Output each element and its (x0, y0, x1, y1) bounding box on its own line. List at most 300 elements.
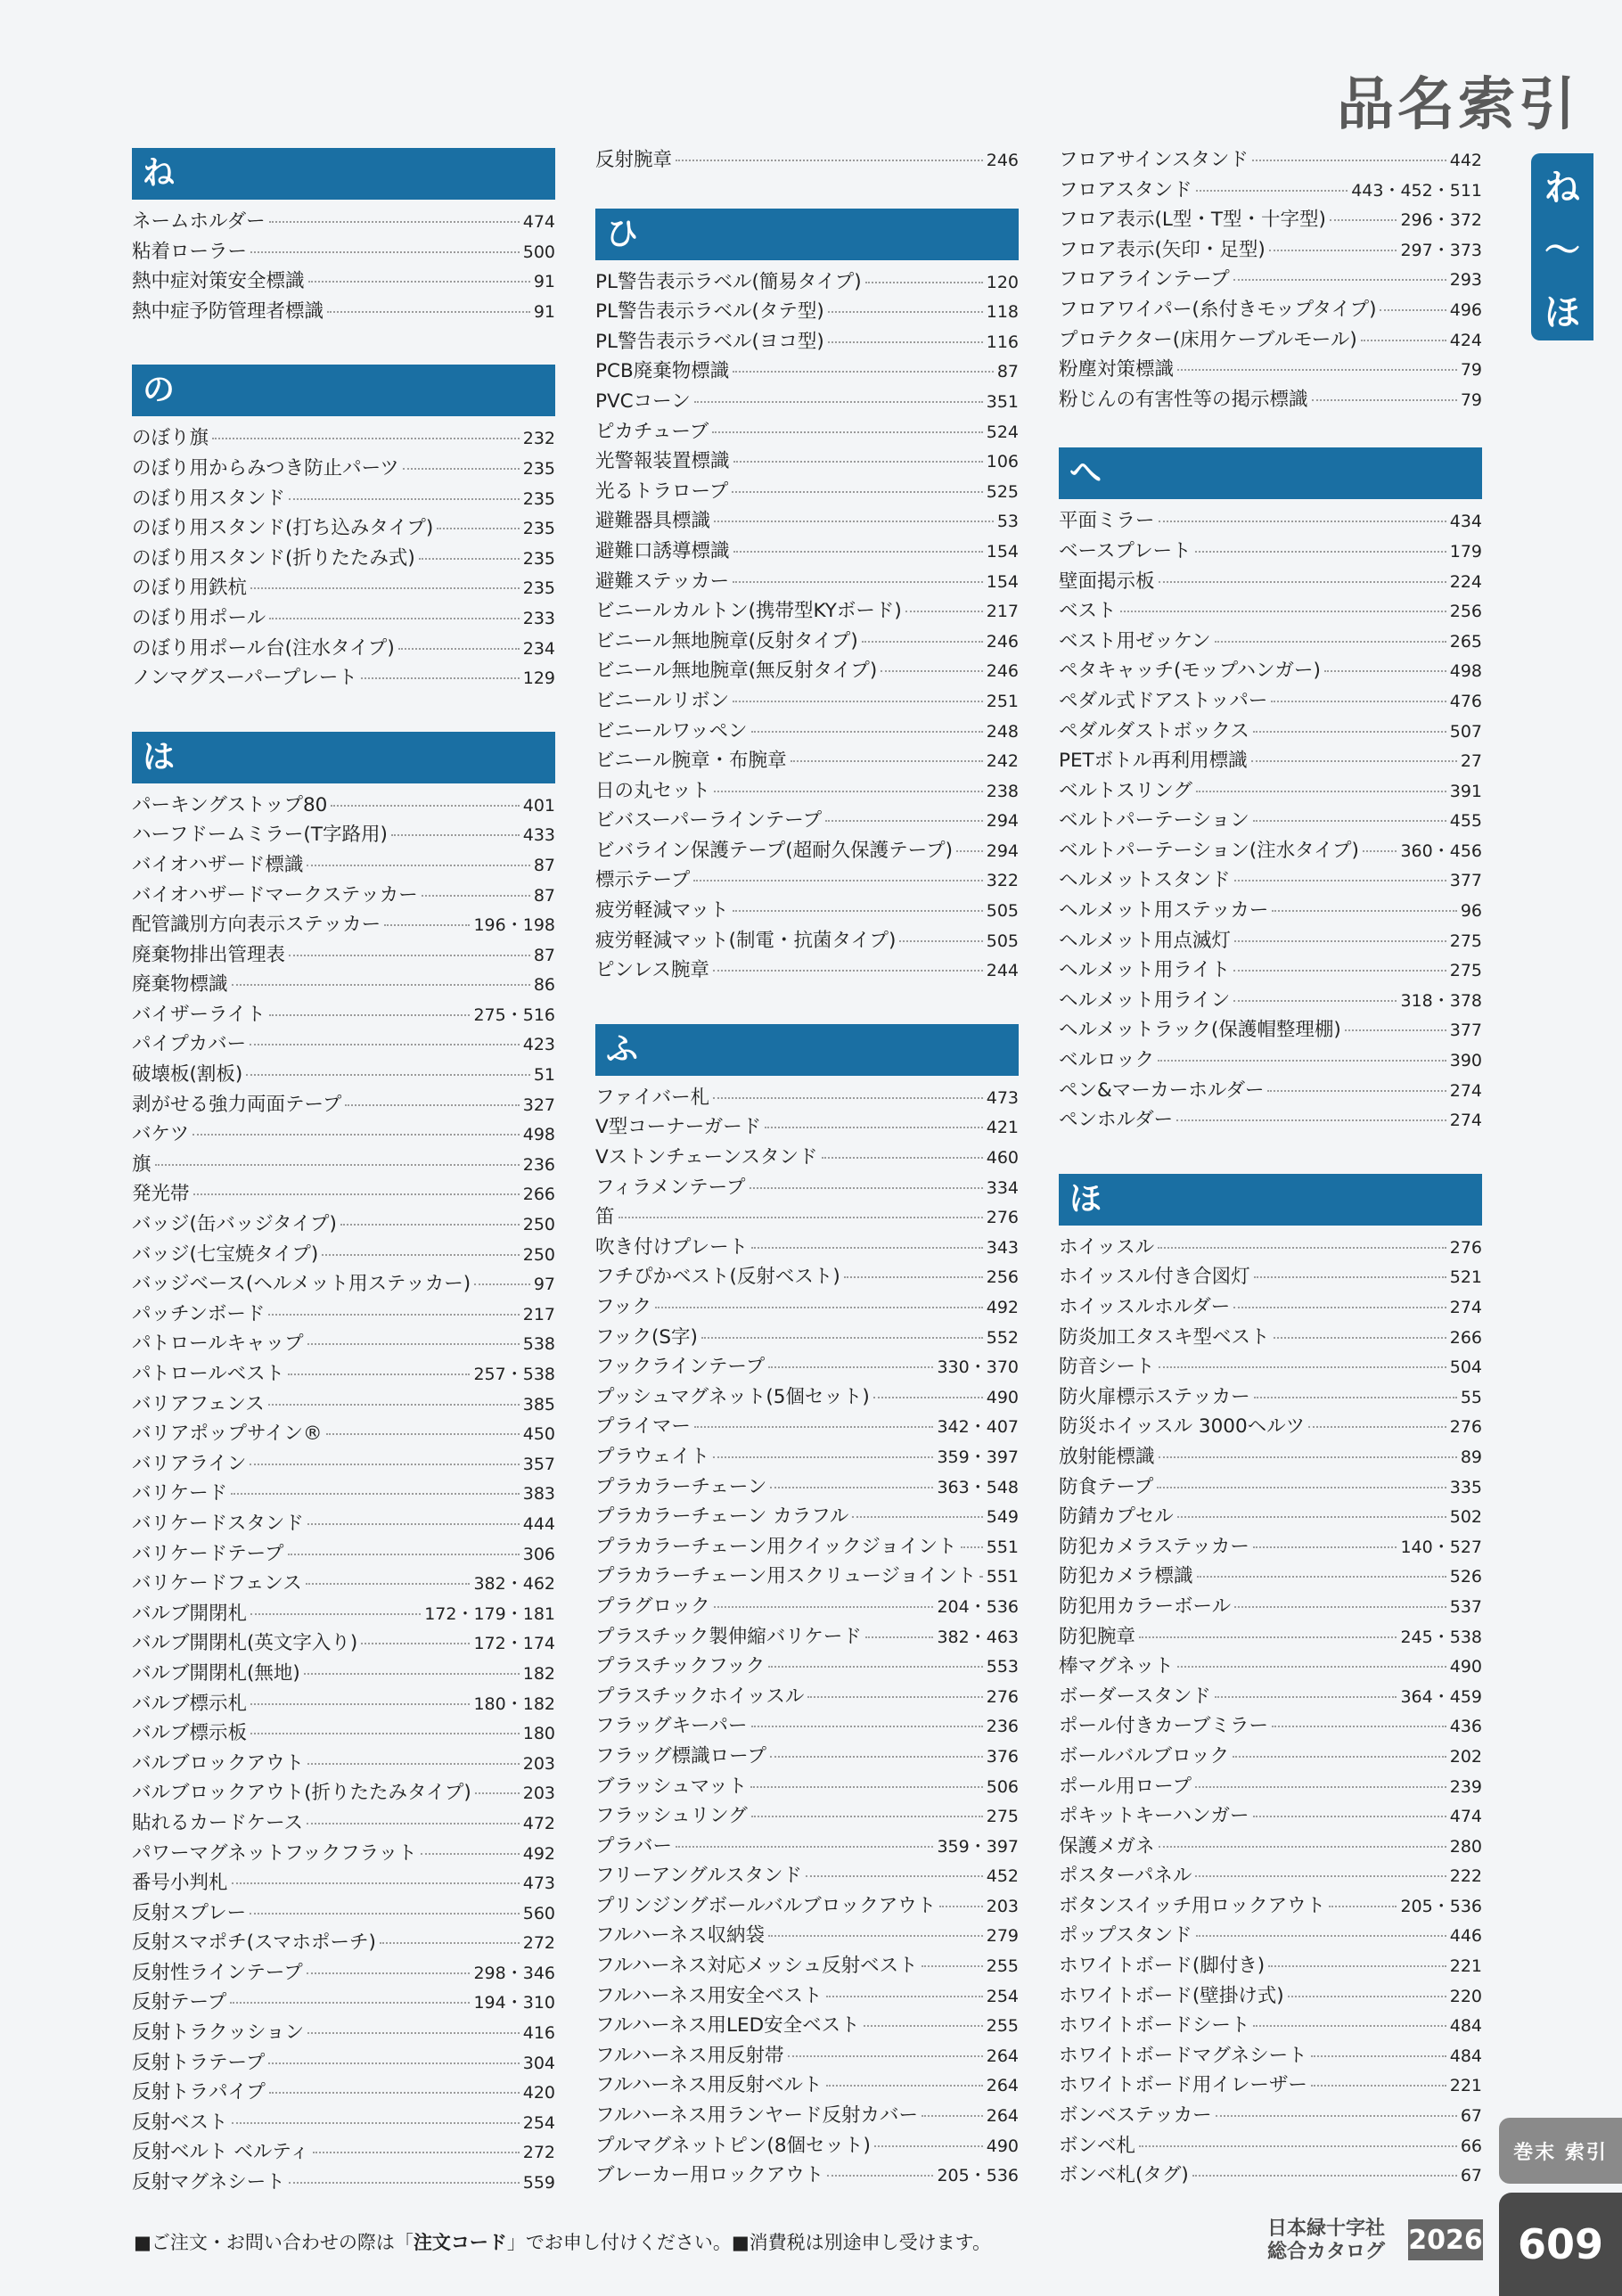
index-entry[interactable] (132, 1927, 555, 1957)
index-entry[interactable] (595, 685, 1019, 716)
entry-name: 廃棄物標識 (132, 973, 228, 996)
index-entry[interactable] (1059, 1860, 1482, 1890)
index-entry[interactable] (1059, 1501, 1482, 1531)
entry-name: 反射ベルト ベルティ (132, 2141, 309, 2164)
index-entry[interactable] (132, 266, 555, 296)
index-entry[interactable] (132, 819, 555, 849)
index-entry[interactable] (595, 1201, 1019, 1232)
index-entry[interactable] (595, 2130, 1019, 2161)
entry-page: 264 (986, 2046, 1019, 2066)
entry-page: 154 (986, 541, 1019, 562)
dot-leader (750, 1786, 982, 1788)
index-entry[interactable] (595, 1441, 1019, 1472)
dot-leader (922, 2115, 983, 2117)
index-entry[interactable] (1059, 1831, 1482, 1861)
index-entry[interactable] (132, 1239, 555, 1269)
index-entry[interactable] (1059, 1292, 1482, 1322)
index-entry[interactable] (1059, 384, 1482, 414)
dot-leader (768, 1666, 982, 1668)
index-entry[interactable] (1059, 1980, 1482, 2011)
entry-page: 446 (1449, 1926, 1482, 1947)
dot-leader (899, 940, 982, 942)
entry-name: 粉塵対策標識 (1059, 358, 1175, 381)
index-entry[interactable] (132, 2077, 555, 2107)
dot-leader (289, 498, 520, 500)
index-entry[interactable] (1059, 1800, 1482, 1831)
entry-name: ヘルメット用ライト (1059, 959, 1231, 982)
entry-page: 490 (1449, 1657, 1482, 1677)
index-entry[interactable] (1059, 1950, 1482, 1980)
index-entry[interactable] (132, 662, 555, 693)
index-entry[interactable] (132, 2047, 555, 2078)
entry-page: 498 (1449, 661, 1482, 682)
entry-name: ハーフドームミラー(T字路用) (132, 824, 388, 847)
entry-page: 474 (522, 212, 555, 232)
index-entry[interactable] (1059, 1681, 1482, 1711)
index-entry[interactable] (132, 1059, 555, 1089)
index-entry[interactable] (595, 925, 1019, 955)
index-entry[interactable] (1059, 1104, 1482, 1135)
index-entry[interactable] (595, 805, 1019, 835)
index-entry[interactable] (595, 1800, 1019, 1831)
entry-page: 239 (1449, 1776, 1482, 1797)
index-entry[interactable] (132, 1089, 555, 1119)
index-entry[interactable] (595, 1322, 1019, 1352)
index-entry[interactable] (132, 1418, 555, 1448)
index-entry[interactable] (1059, 1561, 1482, 1591)
index-entry[interactable] (595, 536, 1019, 566)
index-entry[interactable] (595, 1710, 1019, 1741)
index-entry[interactable] (1059, 985, 1482, 1015)
dot-leader (193, 1134, 519, 1136)
index-entry[interactable] (1059, 626, 1482, 656)
index-entry[interactable] (1059, 1531, 1482, 1562)
index-entry[interactable] (1059, 1261, 1482, 1292)
index-range-tab[interactable] (1531, 153, 1593, 340)
entry-page: 504 (1449, 1357, 1482, 1378)
index-entry[interactable] (132, 422, 555, 453)
index-entry[interactable] (595, 1561, 1019, 1591)
entry-page: 257・538 (473, 1365, 555, 1384)
index-entry[interactable] (1059, 2130, 1482, 2161)
entry-page: 87 (533, 945, 555, 965)
entry-page: 538 (522, 1334, 555, 1355)
index-entry[interactable] (595, 1831, 1019, 1861)
index-entry[interactable] (132, 483, 555, 513)
entry-page: 264 (986, 2106, 1019, 2127)
index-entry[interactable] (595, 1082, 1019, 1112)
entry-name: バリアライン (132, 1452, 247, 1475)
index-entry[interactable] (595, 2100, 1019, 2130)
entry-page: 217 (986, 602, 1019, 622)
index-entry[interactable] (132, 1538, 555, 1569)
index-entry[interactable] (595, 2040, 1019, 2070)
index-entry[interactable] (1059, 1920, 1482, 1950)
entry-page: 235 (522, 458, 555, 479)
index-entry[interactable] (595, 1591, 1019, 1621)
index-entry[interactable] (595, 1531, 1019, 1562)
index-entry[interactable] (132, 1957, 555, 1988)
dot-leader (1268, 1965, 1446, 1967)
section-header: は (132, 732, 555, 783)
index-entry[interactable] (1059, 745, 1482, 775)
index-entry[interactable] (595, 476, 1019, 506)
index-entry[interactable] (1059, 835, 1482, 865)
index-entry[interactable] (1059, 595, 1482, 626)
index-entry[interactable] (595, 745, 1019, 775)
dot-leader (1195, 1786, 1446, 1788)
dot-leader (655, 1307, 983, 1308)
entry-name: ポール付きカーブミラー (1059, 1715, 1268, 1738)
index-entry[interactable] (132, 453, 555, 483)
index-entry[interactable] (595, 1172, 1019, 1202)
index-entry[interactable] (132, 880, 555, 910)
index-entry[interactable] (1059, 925, 1482, 955)
index-entry[interactable] (595, 955, 1019, 985)
dot-leader (701, 1337, 983, 1339)
index-entry[interactable] (595, 2070, 1019, 2100)
index-entry[interactable] (132, 1838, 555, 1868)
index-entry[interactable] (132, 1358, 555, 1389)
index-entry[interactable] (595, 1980, 1019, 2011)
index-section (1059, 144, 1482, 414)
entry-name: 避難口誘導標識 (595, 539, 730, 562)
index-entry[interactable] (595, 266, 1019, 297)
index-entry[interactable] (595, 775, 1019, 806)
index-entry[interactable] (595, 1501, 1019, 1531)
entry-page: 244 (986, 961, 1019, 981)
index-entry[interactable] (595, 1621, 1019, 1652)
index-entry[interactable] (1059, 655, 1482, 685)
index-entry[interactable] (1059, 1322, 1482, 1352)
entry-name: 標示テープ (595, 869, 691, 892)
entry-name: 光るトラロープ (595, 480, 729, 503)
index-entry[interactable] (595, 1261, 1019, 1292)
index-entry[interactable] (132, 1568, 555, 1598)
entry-name: 反射ベスト (132, 2111, 228, 2134)
entry-name: 平面ミラー (1059, 510, 1155, 533)
dot-leader (770, 1487, 933, 1488)
index-entry[interactable] (595, 1890, 1019, 1921)
index-entry[interactable] (595, 416, 1019, 447)
index-entry[interactable] (1059, 1771, 1482, 1801)
entry-page: 296・372 (1400, 210, 1482, 231)
entry-page: 390 (1449, 1051, 1482, 1071)
dot-leader (1380, 309, 1446, 311)
entry-page: 248 (986, 721, 1019, 742)
dot-leader (232, 984, 530, 986)
index-entry[interactable] (595, 144, 1019, 175)
index-entry[interactable] (132, 1178, 555, 1209)
entry-name: フルハーネス対応メッシュ反射ベスト (595, 1955, 918, 1978)
entry-name: バリケードスタンド (132, 1512, 304, 1535)
entry-name: 反射トラパイプ (132, 2081, 266, 2104)
entry-name: ビニール腕章・布腕章 (595, 750, 787, 773)
entry-name: 熱中症予防管理者標識 (132, 299, 324, 323)
index-entry[interactable] (595, 1860, 1019, 1890)
dot-leader (322, 1254, 520, 1256)
entry-name: のぼり用スタンド(打ち込みタイプ) (132, 517, 434, 540)
entry-page: 498 (522, 1125, 555, 1145)
dot-leader (232, 2122, 520, 2124)
entry-name: パイプカバー (132, 1033, 247, 1056)
dot-leader (250, 1613, 421, 1615)
dot-leader (1252, 160, 1446, 161)
index-entry[interactable] (132, 633, 555, 663)
entry-page: 55 (1460, 1387, 1482, 1407)
dot-leader (1139, 2145, 1457, 2147)
index-entry[interactable] (595, 895, 1019, 925)
index-entry[interactable] (595, 446, 1019, 476)
dot-leader (1157, 1487, 1446, 1488)
index-entry[interactable] (132, 1268, 555, 1299)
index-entry[interactable] (132, 1688, 555, 1718)
dot-leader (694, 401, 983, 403)
index-entry[interactable] (595, 356, 1019, 386)
index-entry[interactable] (1059, 536, 1482, 566)
entry-name: PVCコーン (595, 390, 691, 413)
dot-leader (712, 431, 982, 433)
index-entry[interactable] (132, 1777, 555, 1808)
index-entry[interactable] (132, 1478, 555, 1508)
index-entry[interactable] (595, 566, 1019, 596)
dot-leader (694, 1426, 934, 1428)
index-entry[interactable] (595, 1382, 1019, 1412)
entry-name: PETボトル再利用標識 (1059, 750, 1248, 773)
index-entry[interactable] (595, 326, 1019, 357)
dot-leader (1139, 1636, 1397, 1638)
index-entry[interactable] (1059, 805, 1482, 835)
index-entry[interactable] (132, 1328, 555, 1358)
index-entry[interactable] (1059, 1075, 1482, 1105)
index-entry[interactable] (132, 1987, 555, 2017)
dot-leader (250, 1733, 520, 1734)
index-entry[interactable] (595, 2010, 1019, 2040)
entry-page: 235 (522, 548, 555, 569)
index-entry[interactable] (1059, 1045, 1482, 1075)
entry-name: バルブロックアウト (132, 1751, 305, 1775)
index-entry[interactable] (1059, 1382, 1482, 1412)
dot-leader (419, 558, 520, 560)
index-entry[interactable] (132, 1808, 555, 1838)
index-entry[interactable] (132, 790, 555, 820)
entry-name: 防犯腕章 (1059, 1625, 1136, 1648)
index-entry[interactable] (132, 296, 555, 326)
index-entry[interactable] (1059, 566, 1482, 596)
index-entry[interactable] (1059, 354, 1482, 384)
entry-name: プリンジングボールバルブロックアウト (595, 1894, 937, 1917)
index-entry[interactable] (595, 1351, 1019, 1382)
index-entry[interactable] (1059, 505, 1482, 536)
index-entry[interactable] (595, 1111, 1019, 1142)
index-entry[interactable] (595, 626, 1019, 656)
entry-name: プルマグネットピン(8個セット) (595, 2134, 871, 2157)
index-entry[interactable] (1059, 1710, 1482, 1741)
dot-leader (1195, 551, 1446, 553)
index-entry[interactable] (132, 572, 555, 603)
entry-page: 401 (522, 795, 555, 816)
dot-leader (1177, 1516, 1446, 1518)
index-entry[interactable] (132, 2017, 555, 2047)
index-entry[interactable] (1059, 1411, 1482, 1441)
index-entry[interactable] (1059, 955, 1482, 985)
entry-name: プラカラーチェーン (595, 1475, 767, 1498)
index-entry[interactable] (595, 1771, 1019, 1801)
dot-leader (250, 1913, 520, 1915)
index-entry[interactable] (595, 716, 1019, 746)
index-entry[interactable] (1059, 775, 1482, 806)
entry-name: 反射テープ (132, 1991, 227, 2014)
index-entry[interactable] (595, 1651, 1019, 1681)
dot-leader (268, 1314, 519, 1316)
index-entry[interactable] (1059, 324, 1482, 355)
entry-name: ホワイトボード用イレーザー (1059, 2074, 1307, 2097)
index-entry[interactable] (1059, 2100, 1482, 2130)
dot-leader (250, 1464, 519, 1465)
entry-page: 322 (986, 871, 1019, 891)
dot-leader (391, 834, 520, 836)
index-entry[interactable] (1059, 1351, 1482, 1382)
index-entry[interactable] (1059, 2040, 1482, 2070)
entry-name: ベルトパーテーション(注水タイプ) (1059, 839, 1359, 862)
index-entry[interactable] (132, 206, 555, 236)
entry-page: 66 (1460, 2136, 1482, 2156)
dot-leader (1254, 1397, 1457, 1398)
index-entry[interactable] (595, 386, 1019, 416)
entry-page: 436 (1449, 1717, 1482, 1737)
dot-leader (327, 311, 530, 313)
index-entry[interactable] (132, 2136, 555, 2167)
index-entry[interactable] (132, 999, 555, 1029)
dot-leader (361, 677, 520, 679)
index-section (132, 148, 555, 325)
index-entry[interactable] (1059, 1232, 1482, 1262)
index-entry[interactable] (1059, 865, 1482, 895)
entry-name: ホイッスル (1059, 1235, 1155, 1259)
dot-leader (1361, 340, 1446, 341)
index-entry[interactable] (132, 1658, 555, 1688)
index-entry[interactable] (132, 1598, 555, 1628)
dot-leader (331, 805, 519, 807)
index-entry[interactable] (595, 1681, 1019, 1711)
entry-page: 203 (986, 1896, 1019, 1916)
dot-leader (288, 1374, 470, 1375)
entry-name: 防錆カプセル (1059, 1505, 1174, 1529)
index-entry[interactable] (132, 1898, 555, 1928)
index-entry[interactable] (132, 512, 555, 543)
index-entry[interactable] (132, 849, 555, 880)
index-entry[interactable] (132, 2167, 555, 2197)
index-entry[interactable] (1059, 2070, 1482, 2100)
index-entry[interactable] (595, 1472, 1019, 1502)
index-entry[interactable] (595, 655, 1019, 685)
index-entry[interactable] (595, 1292, 1019, 1322)
entry-page: 251 (986, 691, 1019, 711)
index-entry[interactable] (132, 1867, 555, 1898)
index-entry[interactable] (595, 2160, 1019, 2190)
entry-name: 日の丸セット (595, 779, 711, 802)
dot-leader (693, 880, 982, 882)
dot-leader (307, 865, 529, 866)
index-entry[interactable] (132, 909, 555, 939)
dot-leader (961, 1546, 983, 1548)
index-entry[interactable] (132, 2107, 555, 2137)
dot-leader (979, 1576, 982, 1578)
index-entry[interactable] (1059, 1441, 1482, 1472)
entry-page: 364・459 (1400, 1686, 1482, 1707)
entry-name: ヘルメットラック(保護帽整理棚) (1059, 1019, 1341, 1042)
index-entry[interactable] (595, 1142, 1019, 1172)
index-entry[interactable] (595, 505, 1019, 536)
entry-page: 222 (1449, 1866, 1482, 1887)
index-section (595, 209, 1019, 985)
index-entry[interactable] (132, 1299, 555, 1329)
index-entry[interactable] (1059, 1890, 1482, 1921)
index-entry[interactable] (132, 1748, 555, 1778)
index-entry[interactable] (595, 1232, 1019, 1262)
index-entry[interactable] (595, 1950, 1019, 1980)
entry-name: フィラメンテープ (595, 1176, 746, 1199)
entry-name: フラッグキーパー (595, 1715, 748, 1738)
index-entry[interactable] (595, 1411, 1019, 1441)
index-entry[interactable] (1059, 2010, 1482, 2040)
index-entry[interactable] (132, 1209, 555, 1239)
index-entry[interactable] (132, 1029, 555, 1059)
index-entry[interactable] (1059, 1014, 1482, 1045)
entry-page: 254 (986, 1986, 1019, 2006)
index-entry[interactable] (1059, 264, 1482, 294)
index-entry[interactable] (1059, 685, 1482, 716)
index-entry[interactable] (1059, 175, 1482, 205)
index-entry[interactable] (1059, 204, 1482, 234)
index-entry[interactable] (595, 1920, 1019, 1950)
index-entry[interactable] (1059, 1651, 1482, 1681)
index-entry[interactable] (595, 1741, 1019, 1771)
index-entry[interactable] (595, 835, 1019, 865)
appendix-index-tab[interactable]: 巻末 索引 (1499, 2118, 1622, 2184)
entry-name: 防音シート (1059, 1356, 1155, 1379)
index-entry[interactable] (1059, 2160, 1482, 2190)
index-entry[interactable] (132, 543, 555, 573)
index-entry[interactable] (132, 1718, 555, 1748)
entry-name: ポップスタンド (1059, 1924, 1192, 1948)
index-entry[interactable] (595, 865, 1019, 895)
entry-name: ベルロック (1059, 1049, 1155, 1072)
index-entry[interactable] (1059, 1621, 1482, 1652)
index-entry[interactable] (1059, 1591, 1482, 1621)
index-entry[interactable] (595, 296, 1019, 326)
index-entry[interactable] (1059, 294, 1482, 324)
index-entry[interactable] (132, 1508, 555, 1538)
index-entry[interactable] (132, 939, 555, 970)
index-entry[interactable] (132, 603, 555, 633)
index-entry[interactable] (132, 1448, 555, 1479)
index-entry[interactable] (132, 969, 555, 999)
index-entry[interactable] (132, 1119, 555, 1149)
index-entry[interactable] (1059, 1741, 1482, 1771)
index-entry[interactable] (1059, 234, 1482, 265)
index-entry[interactable] (1059, 1472, 1482, 1502)
index-entry[interactable] (1059, 144, 1482, 175)
entry-page: 203 (522, 1753, 555, 1774)
index-entry[interactable] (595, 595, 1019, 626)
index-entry[interactable] (132, 1389, 555, 1419)
index-entry[interactable] (132, 1149, 555, 1179)
index-entry[interactable] (132, 236, 555, 266)
index-entry[interactable] (1059, 895, 1482, 925)
index-entry[interactable] (1059, 716, 1482, 746)
index-entry[interactable] (132, 1628, 555, 1658)
